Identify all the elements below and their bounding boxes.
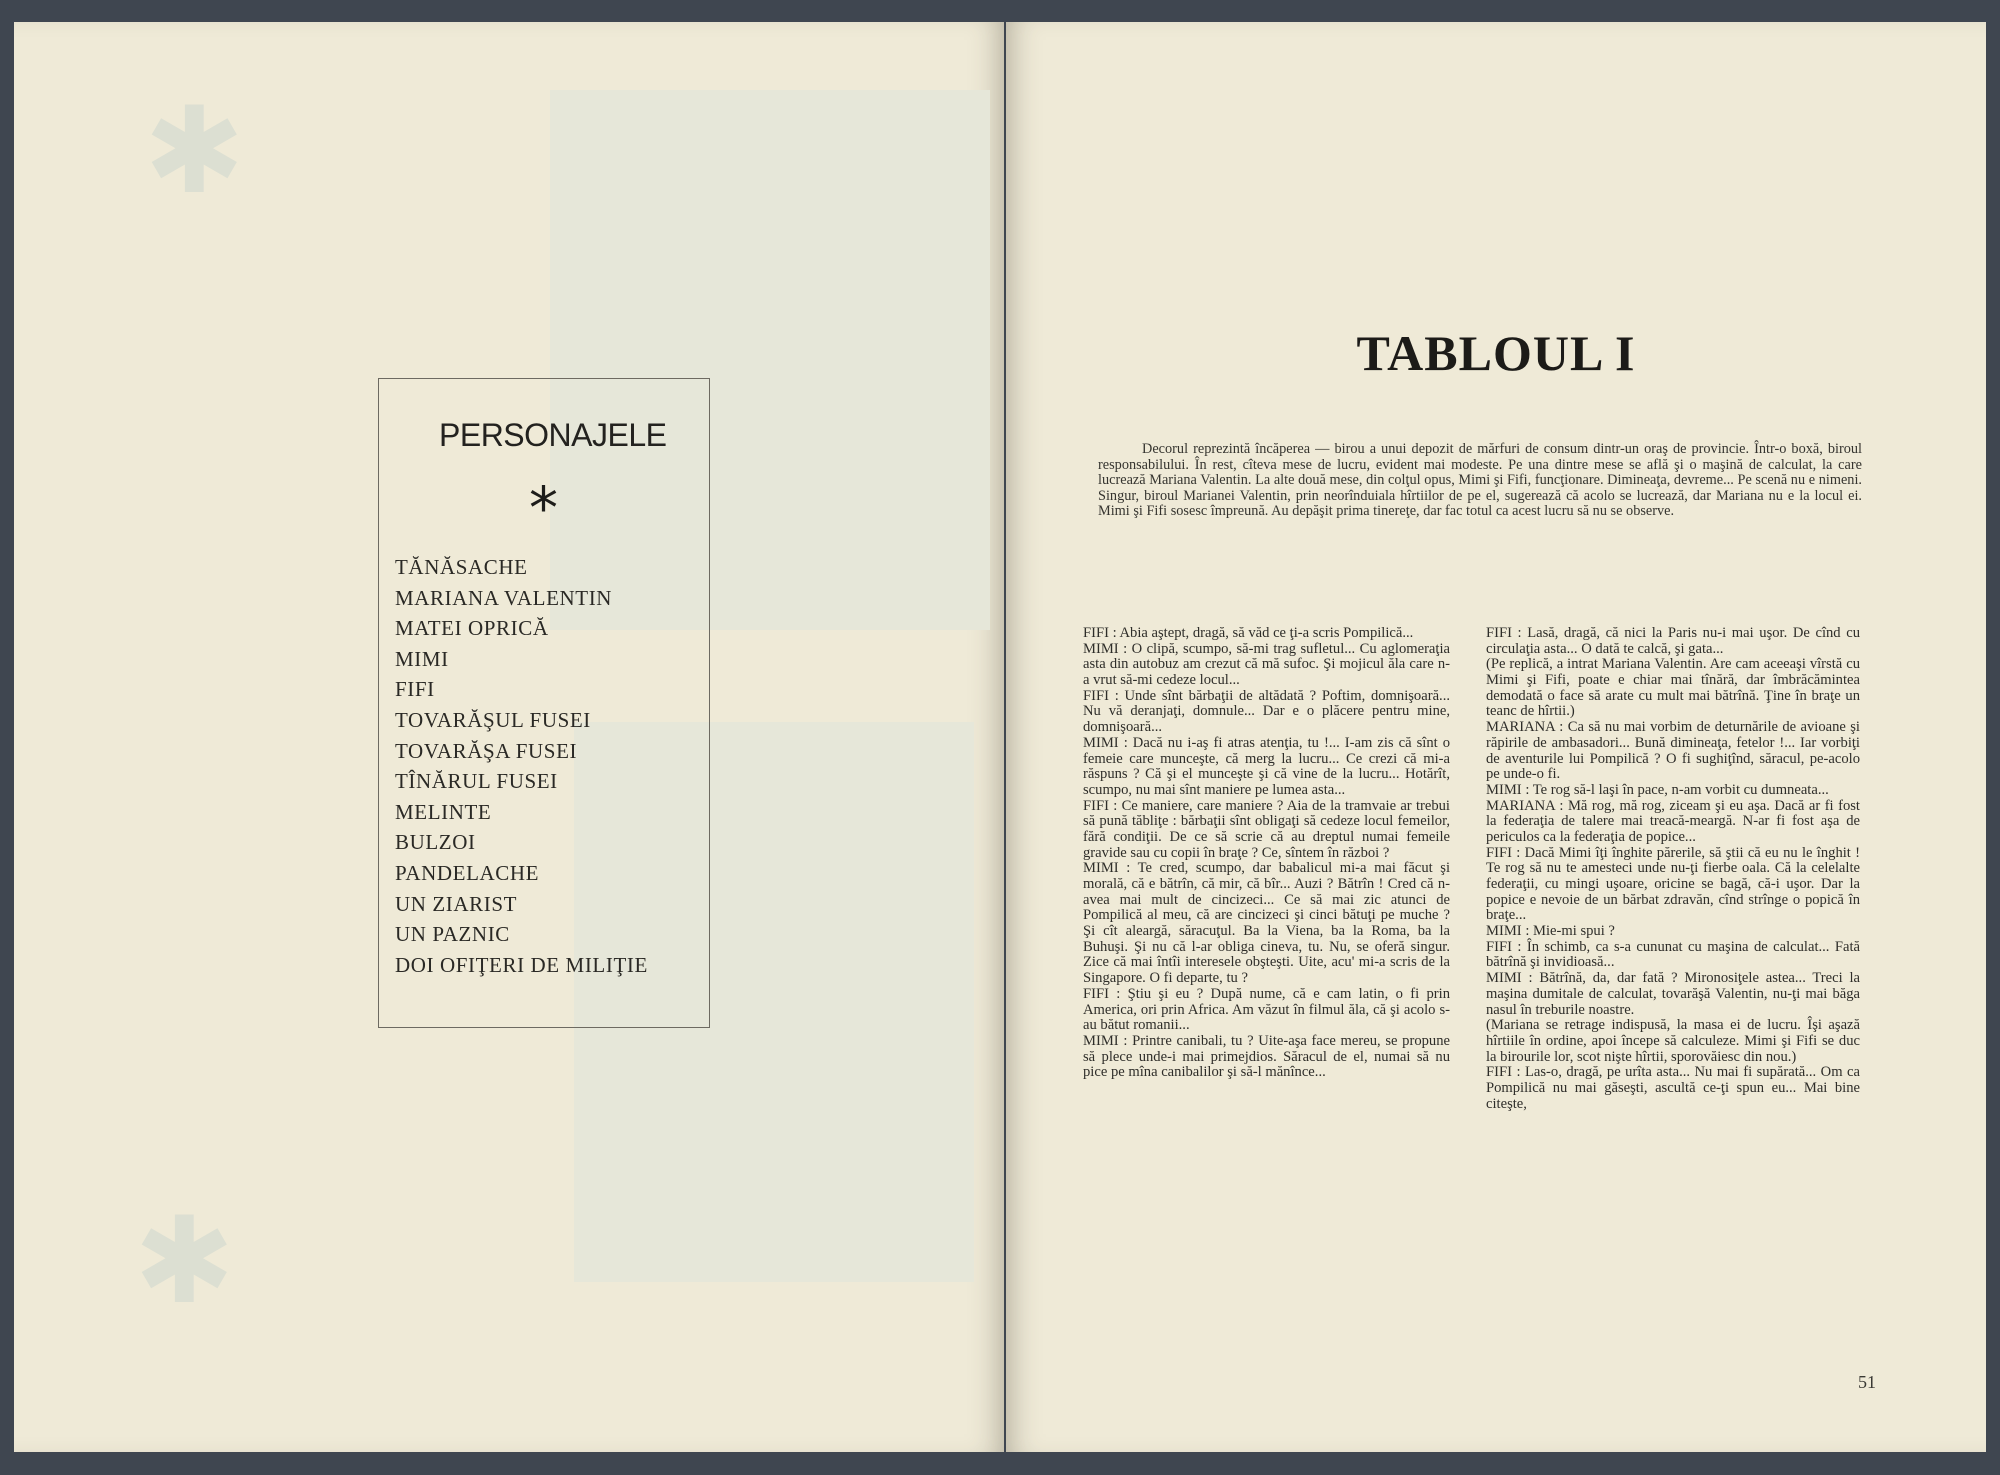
cast-item: DOI OFIŢERI DE MILIŢIE bbox=[395, 952, 648, 977]
show-through-star-icon: ✱ bbox=[134, 1195, 235, 1328]
cast-item: MATEI OPRICĂ bbox=[395, 616, 549, 641]
cast-item: UN PAZNIC bbox=[395, 922, 510, 947]
dialogue-line: FIFI : Abia aştept, dragă, să văd ce ţi-a scris Pompilică... bbox=[1083, 625, 1414, 641]
cast-item: MELINTE bbox=[395, 799, 492, 824]
dialogue-column-2 bbox=[1486, 626, 1860, 1112]
dialogue-line: MIMI : Printre canibali, tu ? Uite-aşa face mereu, se propune să plece unde-i mai primejdios. Săracul de el, numai să nu pice pe mîna canibalilor şi să-l mănînce... bbox=[1083, 1032, 1450, 1081]
right-page bbox=[1006, 22, 1986, 1452]
dialogue-line: MIMI : Mie-mi spui ? bbox=[1486, 923, 1615, 940]
cast-item: TÎNĂRUL FUSEI bbox=[395, 769, 558, 794]
stage-directions-intro: Decorul reprezintă încăperea — birou a unui depozit de mărfuri de consum dintr-un oraş de provincie. Într-o boxă, biroul responsabilului. În rest, cîteva mese de lucru, evident mai modeste. Pe una dintre mese se află şi o maşină de calculat, la care lucrează Mariana Valentin. La alte două mese, din colţul opus, Mimi şi Fifi, funcţionare. Dimineaţa, devreme... Pe scenă nu e nimeni. Singur, biroul Marianei Valentin, prin neorînduiala hîrtiilor de pe el, sugerează că acolo se lucrează, dar Mariana nu e la locul ei. Mimi şi Fifi sosesc împreună. Au depăşit prima tinereţe, dar fac totul ca acest lucru să nu se observe. bbox=[1098, 441, 1862, 520]
dialogue-line: MIMI : O clipă, scumpo, să-mi trag sufletul... Cu aglomeraţia asta din autobuz am crezut că mă sufoc. Şi mojicul ăla care n-a vrut să-mi cedeze locul... bbox=[1083, 640, 1450, 689]
cast-item: FIFI bbox=[395, 677, 435, 702]
dialogue-line: MIMI : Bătrînă, da, dar fată ? Mironosiţele astea... Treci la maşina dumitale de calculat, tovarăşă Valentin, nu-ţi mai băga nasul în treburile noastre. bbox=[1486, 970, 1860, 1018]
stage-direction: (Pe replică, a intrat Mariana Valentin. Are cam aceeaşi vîrstă cu Mimi şi Fifi, poate e chiar mai tînără, dar îmbrăcămintea demodată o face să arate cu mult mai bătrînă. Ţine în braţe un teanc de hîrtii.) bbox=[1486, 656, 1860, 720]
cast-item: UN ZIARIST bbox=[395, 891, 518, 916]
cast-item: TOVARĂŞA FUSEI bbox=[395, 738, 578, 763]
dialogue-line: FIFI : Dacă Mimi îţi înghite părerile, să ştii că eu nu le înghit ! Te rog să nu te amesteci unde nu-ţi fierbe oala. Că la celelalte federaţii, cu mingi uşoare, oricine se bagă, că-i uşor. Dar la popice e nevoie de un bărbat zdravăn, cînd strînge o popică în braţe... bbox=[1486, 844, 1860, 924]
dialogue-line: MIMI : Te rog să-l laşi în pace, n-am vorbit cu dumneata... bbox=[1486, 781, 1829, 798]
dialogue-line: FIFI : Unde sînt bărbaţii de altădată ? Poftim, domnişoară... Nu vă deranjaţi, domnule... Dar e o plăcere pentru mine, domnişoară... bbox=[1083, 687, 1450, 736]
left-page bbox=[14, 22, 1004, 1452]
dialogue-line: MIMI : Dacă nu i-aş fi atras atenţia, tu !... I-am zis că sînt o femeie care munceşte, că merg la lucru... Ce crezi că mi-a răspuns ? Că şi el munceşte şi că vine de la lucru... Hotărît, scumpo, nu mai sînt maniere pe lumea asta... bbox=[1083, 734, 1450, 798]
act-title: TABLOUL I bbox=[1356, 325, 1636, 381]
dialogue-line: FIFI : Las-o, dragă, pe urîta asta... Nu mai fi supărată... Om ca Pompilică nu mai găseşti, ascultă ce-ţi spun eu... Mai bine citeşte, bbox=[1486, 1064, 1860, 1112]
cast-item: PANDELACHE bbox=[395, 860, 540, 885]
dialogue-line: FIFI : Lasă, dragă, că nici la Paris nu-i mai uşor. De cînd cu circulaţia asta... O dată te calcă, şi gata... bbox=[1486, 625, 1860, 657]
show-through-star-icon: ✱ bbox=[144, 85, 245, 218]
dialogue-line: FIFI : Ce maniere, care maniere ? Aia de la tramvaie ar trebui să pună tăbliţe : bărbaţii sînt obligaţi să cedeze locul femeilor, fără condiţii. De ce să scrie că au dreptul numai femeile gravide sau cu copii în braţe ? Ce, sîntem în război ? bbox=[1083, 797, 1450, 861]
cast-item: TOVARĂŞUL FUSEI bbox=[395, 707, 591, 732]
dialogue-column-1 bbox=[1083, 626, 1450, 1081]
dialogue-line: FIFI : Ştiu şi eu ? După nume, că e cam latin, o fi prin America, ori prin Africa. Am văzut în filmul ăla, că şi acolo s-au bătut romanii... bbox=[1083, 985, 1450, 1034]
page-number: 51 bbox=[1858, 1372, 1876, 1392]
dialogue-line: FIFI : În schimb, ca s-a cununat cu maşina de calculat... Fată bătrînă şi invidioasă... bbox=[1486, 938, 1860, 971]
dialogue-line: MARIANA : Mă rog, mă rog, ziceam şi eu aşa. Dacă ar fi fost la federaţia de talere mai treacă-meargă. N-ar fi fost aşa de periculos ca la federaţia de popice... bbox=[1486, 797, 1860, 845]
cast-list-box bbox=[378, 378, 710, 1028]
cast-list bbox=[395, 555, 705, 983]
stage-direction: (Mariana se retrage indispusă, la masa ei de lucru. Îşi aşază hîrtiile în ordine, apoi începe să calculeze. Mimi şi Fifi se duc la birourile lor, scot nişte hîrtii, sporovăiesc din nou.) bbox=[1486, 1017, 1860, 1065]
dialogue-line: MIMI : Te cred, scumpo, dar babalicul mi-a mai făcut şi morală, că e bătrîn, că mir, că bîr... Auzi ? Bătrîn ! Cred că n-avea mai mult de cincizeci... Ce să mai zic atunci de Pompilică al meu, că are cincizeci şi cinci bătuţi pe muche ? Şi cît aleargă, săracuţul. Ba la Viena, ba la Roma, ba la Buhuşi. Şi nu că l-ar obliga cineva, tu. Nu, se oferă singur. Zice că mai întîi interesele obşteşti. Uite, acu' mi-a scris de la Singapore. O fi departe, tu ? bbox=[1083, 860, 1450, 987]
cast-item: MARIANA VALENTIN bbox=[395, 585, 613, 610]
dialogue-line: MARIANA : Ca să nu mai vorbim de deturnările de avioane şi răpirile de ambasadori... Bună dimineaţa, fetelor !... Iar vorbiţi de aventurile lui Pompilică ? O fi sughiţînd, săracul, pe-acolo pe unde-o fi. bbox=[1486, 719, 1860, 783]
asterisk-icon: * bbox=[529, 474, 558, 542]
cast-title: PERSONAJELE bbox=[439, 417, 667, 453]
cast-item: BULZOI bbox=[395, 830, 476, 855]
cast-item: TĂNĂSACHE bbox=[395, 555, 528, 579]
cast-item: MIMI bbox=[395, 646, 449, 671]
